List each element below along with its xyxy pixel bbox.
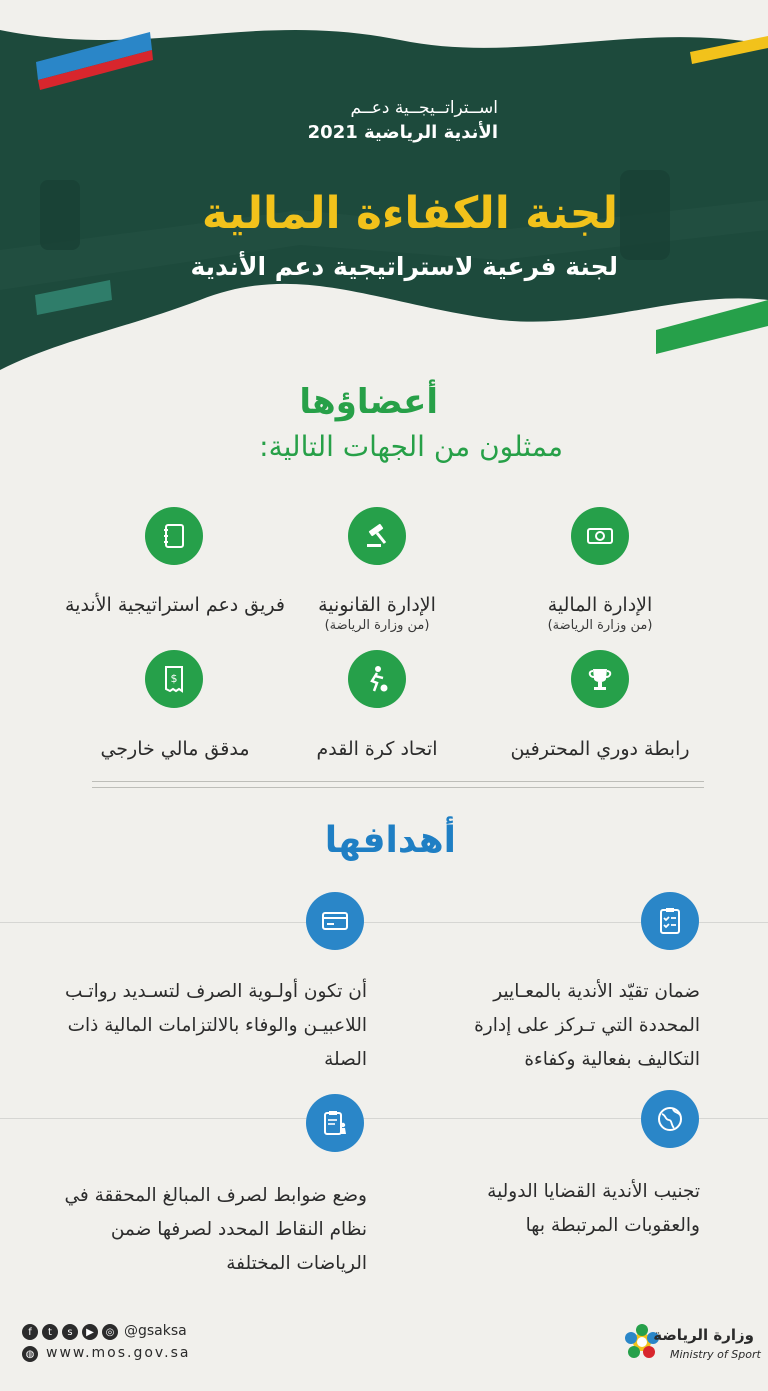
page-title: لجنة الكفاءة المالية	[201, 188, 618, 239]
goal-text-3: تجنيب الأندية القضايا الدولية والعقوبات المرتبطة بها	[487, 1180, 700, 1236]
twitter-icon[interactable]: t	[42, 1324, 58, 1340]
snapchat-icon[interactable]: s	[62, 1324, 78, 1340]
trophy-icon	[571, 650, 629, 708]
money-icon	[571, 507, 629, 565]
goal-text-2: أن تكون أولـوية الصرف لتسـديد رواتـب اللاعبيـن والوفاء بالالتزامات المالية ذات الصلة	[64, 980, 367, 1070]
instagram-icon[interactable]: ◎	[102, 1324, 118, 1340]
strategy-kicker-line1: اســتراتــيجــية دعــم	[350, 98, 498, 118]
members-heading: أعضاؤها	[299, 382, 438, 422]
ministry-name-en: Ministry of Sport	[670, 1348, 761, 1361]
member-label-clubs-team: فريق دعم استراتيجية الأندية	[64, 594, 285, 616]
member-label-league: رابطة دوري المحترفين	[510, 738, 690, 760]
card-icon	[306, 892, 364, 950]
facebook-icon[interactable]: f	[22, 1324, 38, 1340]
page-subtitle: لجنة فرعية لاستراتيجية دعم الأندية	[190, 252, 618, 281]
receipt-icon	[145, 650, 203, 708]
globe-icon	[641, 1090, 699, 1148]
notebook-icon	[145, 507, 203, 565]
strategy-kicker-line2: الأندية الرياضية 2021	[307, 122, 498, 143]
checklist-icon	[641, 892, 699, 950]
members-subheading: ممثلون من الجهات التالية:	[259, 430, 563, 463]
ministry-name-ar: وزارة الرياضة	[653, 1326, 754, 1344]
football-player-icon	[348, 650, 406, 708]
clipboard-chess-icon	[306, 1094, 364, 1152]
section-divider	[92, 781, 704, 782]
member-label-legal: الإدارة القانونية	[318, 594, 436, 616]
member-sub-financial: (من وزارة الرياضة)	[547, 618, 653, 633]
website-globe-icon: ◍	[22, 1346, 38, 1362]
website-link[interactable]: www.mos.gov.sa	[46, 1345, 191, 1361]
social-handle[interactable]: @gsaksa	[124, 1323, 187, 1339]
member-sub-legal: (من وزارة الرياضة)	[324, 618, 430, 633]
youtube-icon[interactable]: ▶	[82, 1324, 98, 1340]
member-label-football-federation: اتحاد كرة القدم	[316, 738, 438, 760]
goal-text-1: ضمان تقيّد الأندية بالمعـايير المحددة التي تـركز على إدارة التكاليف بفعالية وكفاءة	[474, 980, 700, 1070]
member-label-financial: الإدارة المالية	[547, 594, 653, 616]
member-label-auditor: مدقق مالي خارجي	[100, 738, 250, 760]
svg-text:$: $	[170, 672, 178, 685]
goals-heading: أهدافها	[324, 820, 456, 861]
goal-text-4: وضع ضوابط لصرف المبالغ المحققة في نظام النقاط المحدد لصرفها ضمن الرياضات المختلفة	[64, 1184, 367, 1274]
section-divider-2	[92, 787, 704, 788]
gavel-icon	[348, 507, 406, 565]
